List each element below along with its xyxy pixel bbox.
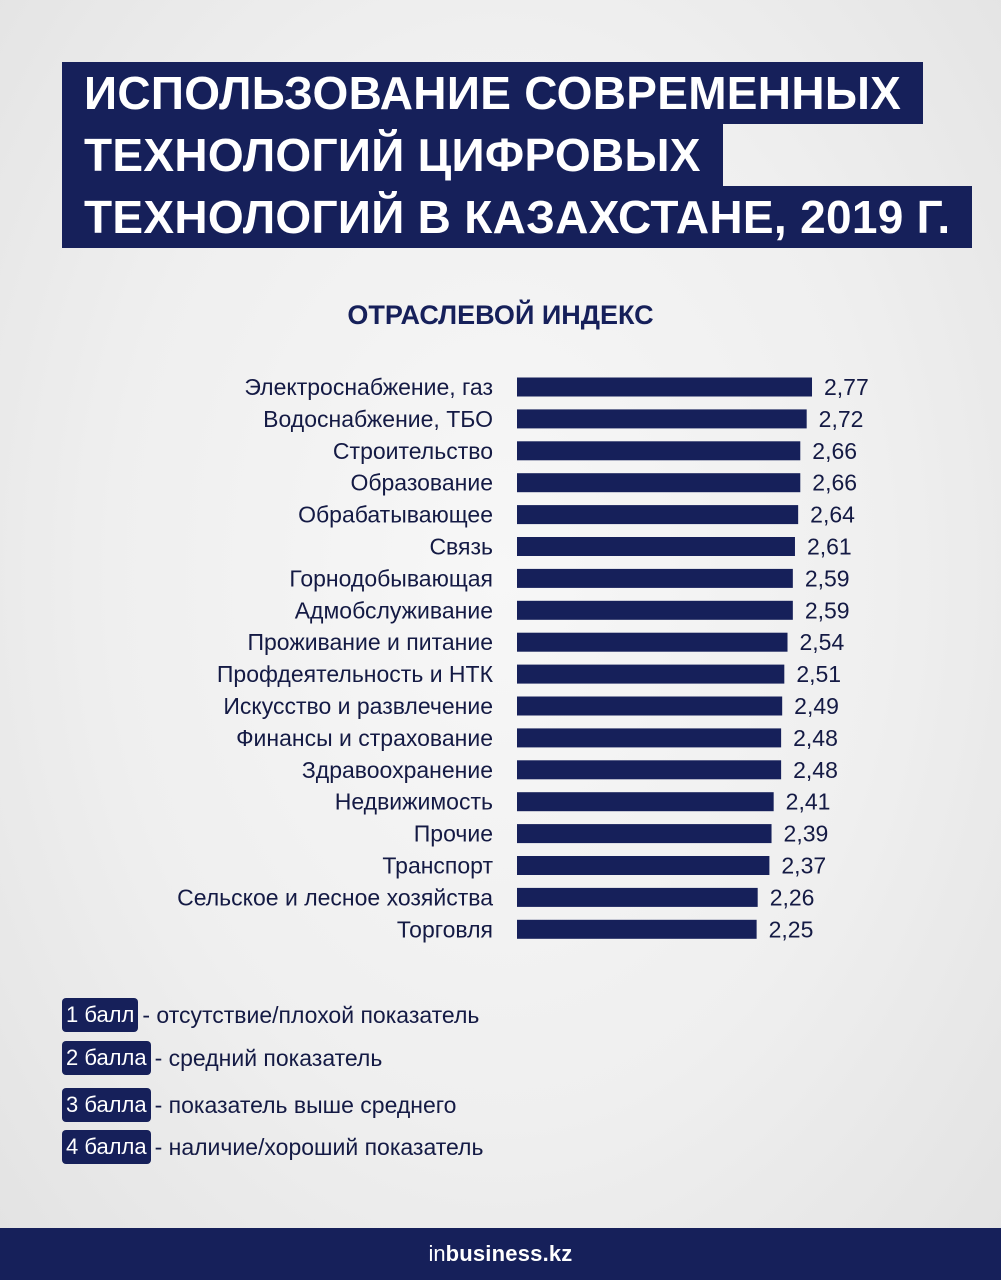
category-label: Горнодобывающая: [289, 565, 493, 592]
value-label: 2,51: [796, 661, 842, 688]
value-label: 2,59: [804, 597, 850, 624]
bar: [517, 697, 782, 716]
value-label: 2,41: [785, 788, 831, 815]
value-label: 2,48: [793, 756, 838, 783]
category-label: Искусство и развлечение: [223, 693, 493, 719]
title-line-2: ТЕХНОЛОГИЙ ЦИФРОВЫХ: [62, 124, 723, 186]
category-label: Профдеятельность и НТК: [216, 661, 493, 688]
category-label: Сельское и лесное хозяйства: [177, 884, 493, 911]
category-label: Электроснабжение, газ: [244, 374, 493, 400]
value-label: 2,26: [769, 884, 815, 911]
value-label: 2,54: [799, 629, 845, 656]
category-label: Транспорт: [382, 852, 493, 879]
bar: [517, 760, 781, 779]
category-label: Связь: [429, 533, 493, 560]
footer-bar: [0, 1228, 1001, 1280]
bar: [517, 569, 793, 588]
chart-subtitle: ОТРАСЛЕВОЙ ИНДЕКС: [347, 300, 654, 330]
bar: [517, 888, 758, 907]
value-label: 2,72: [818, 405, 864, 432]
legend-text-1: - отсутствие/плохой показатель: [142, 1001, 480, 1028]
value-label: 2,25: [768, 916, 814, 943]
value-label: 2,59: [804, 565, 850, 592]
bar: [517, 633, 788, 652]
value-label: 2,49: [794, 693, 839, 719]
bar-chart: [0, 360, 1001, 960]
bar: [517, 792, 774, 811]
value-label: 2,66: [812, 437, 858, 464]
legend-text-4: - наличие/хороший показатель: [154, 1133, 484, 1160]
bar: [517, 728, 781, 747]
category-label: Строительство: [332, 437, 493, 464]
value-label: 2,48: [793, 724, 838, 751]
legend-item-3: [62, 1088, 456, 1124]
bar: [517, 856, 769, 875]
value-label: 2,39: [783, 820, 829, 847]
category-label: Прочие: [413, 820, 493, 847]
legend-item-1: [62, 998, 479, 1034]
bar: [517, 824, 772, 843]
brand-prefix: in: [428, 1241, 446, 1266]
bar: [517, 378, 812, 397]
legend-item-4: [62, 1130, 483, 1166]
legend-badge-2: 2 балла: [62, 1041, 151, 1075]
legend-badge-1: 1 балл: [62, 998, 138, 1032]
bar: [517, 920, 757, 939]
legend-badge-4: 4 балла: [62, 1130, 151, 1164]
legend-text-2: - средний показатель: [154, 1044, 383, 1071]
category-label: Финансы и страхование: [236, 724, 493, 751]
bar: [517, 537, 795, 556]
value-label: 2,64: [810, 501, 855, 528]
bar: [517, 441, 800, 460]
bar: [517, 505, 798, 524]
value-label: 2,37: [781, 852, 827, 879]
category-label: Торговля: [396, 916, 493, 943]
bar: [517, 473, 800, 492]
bar: [517, 601, 793, 620]
legend-item-2: [62, 1041, 382, 1077]
category-label: Недвижимость: [334, 788, 493, 815]
category-label: Водоснабжение, ТБО: [263, 405, 493, 432]
category-label: Адмобслуживание: [294, 597, 493, 624]
brand-logo[interactable]: [428, 1241, 572, 1266]
title-block: [62, 62, 972, 248]
bar: [517, 409, 807, 428]
category-label: Обрабатывающее: [298, 501, 493, 528]
category-label: Проживание и питание: [247, 629, 493, 656]
title-line-3: ТЕХНОЛОГИЙ В КАЗАХСТАНЕ, 2019 Г.: [62, 186, 972, 248]
value-label: 2,77: [824, 374, 869, 400]
title-line-1: ИСПОЛЬЗОВАНИЕ СОВРЕМЕННЫХ: [62, 62, 923, 124]
legend-badge-3: 3 балла: [62, 1088, 151, 1122]
bar: [517, 665, 784, 684]
value-label: 2,61: [806, 533, 852, 560]
brand-rest: business.kz: [445, 1241, 573, 1266]
legend-text-3: - показатель выше среднего: [154, 1091, 457, 1118]
category-label: Здравоохранение: [301, 756, 493, 783]
category-label: Образование: [350, 469, 493, 496]
value-label: 2,66: [812, 469, 858, 496]
